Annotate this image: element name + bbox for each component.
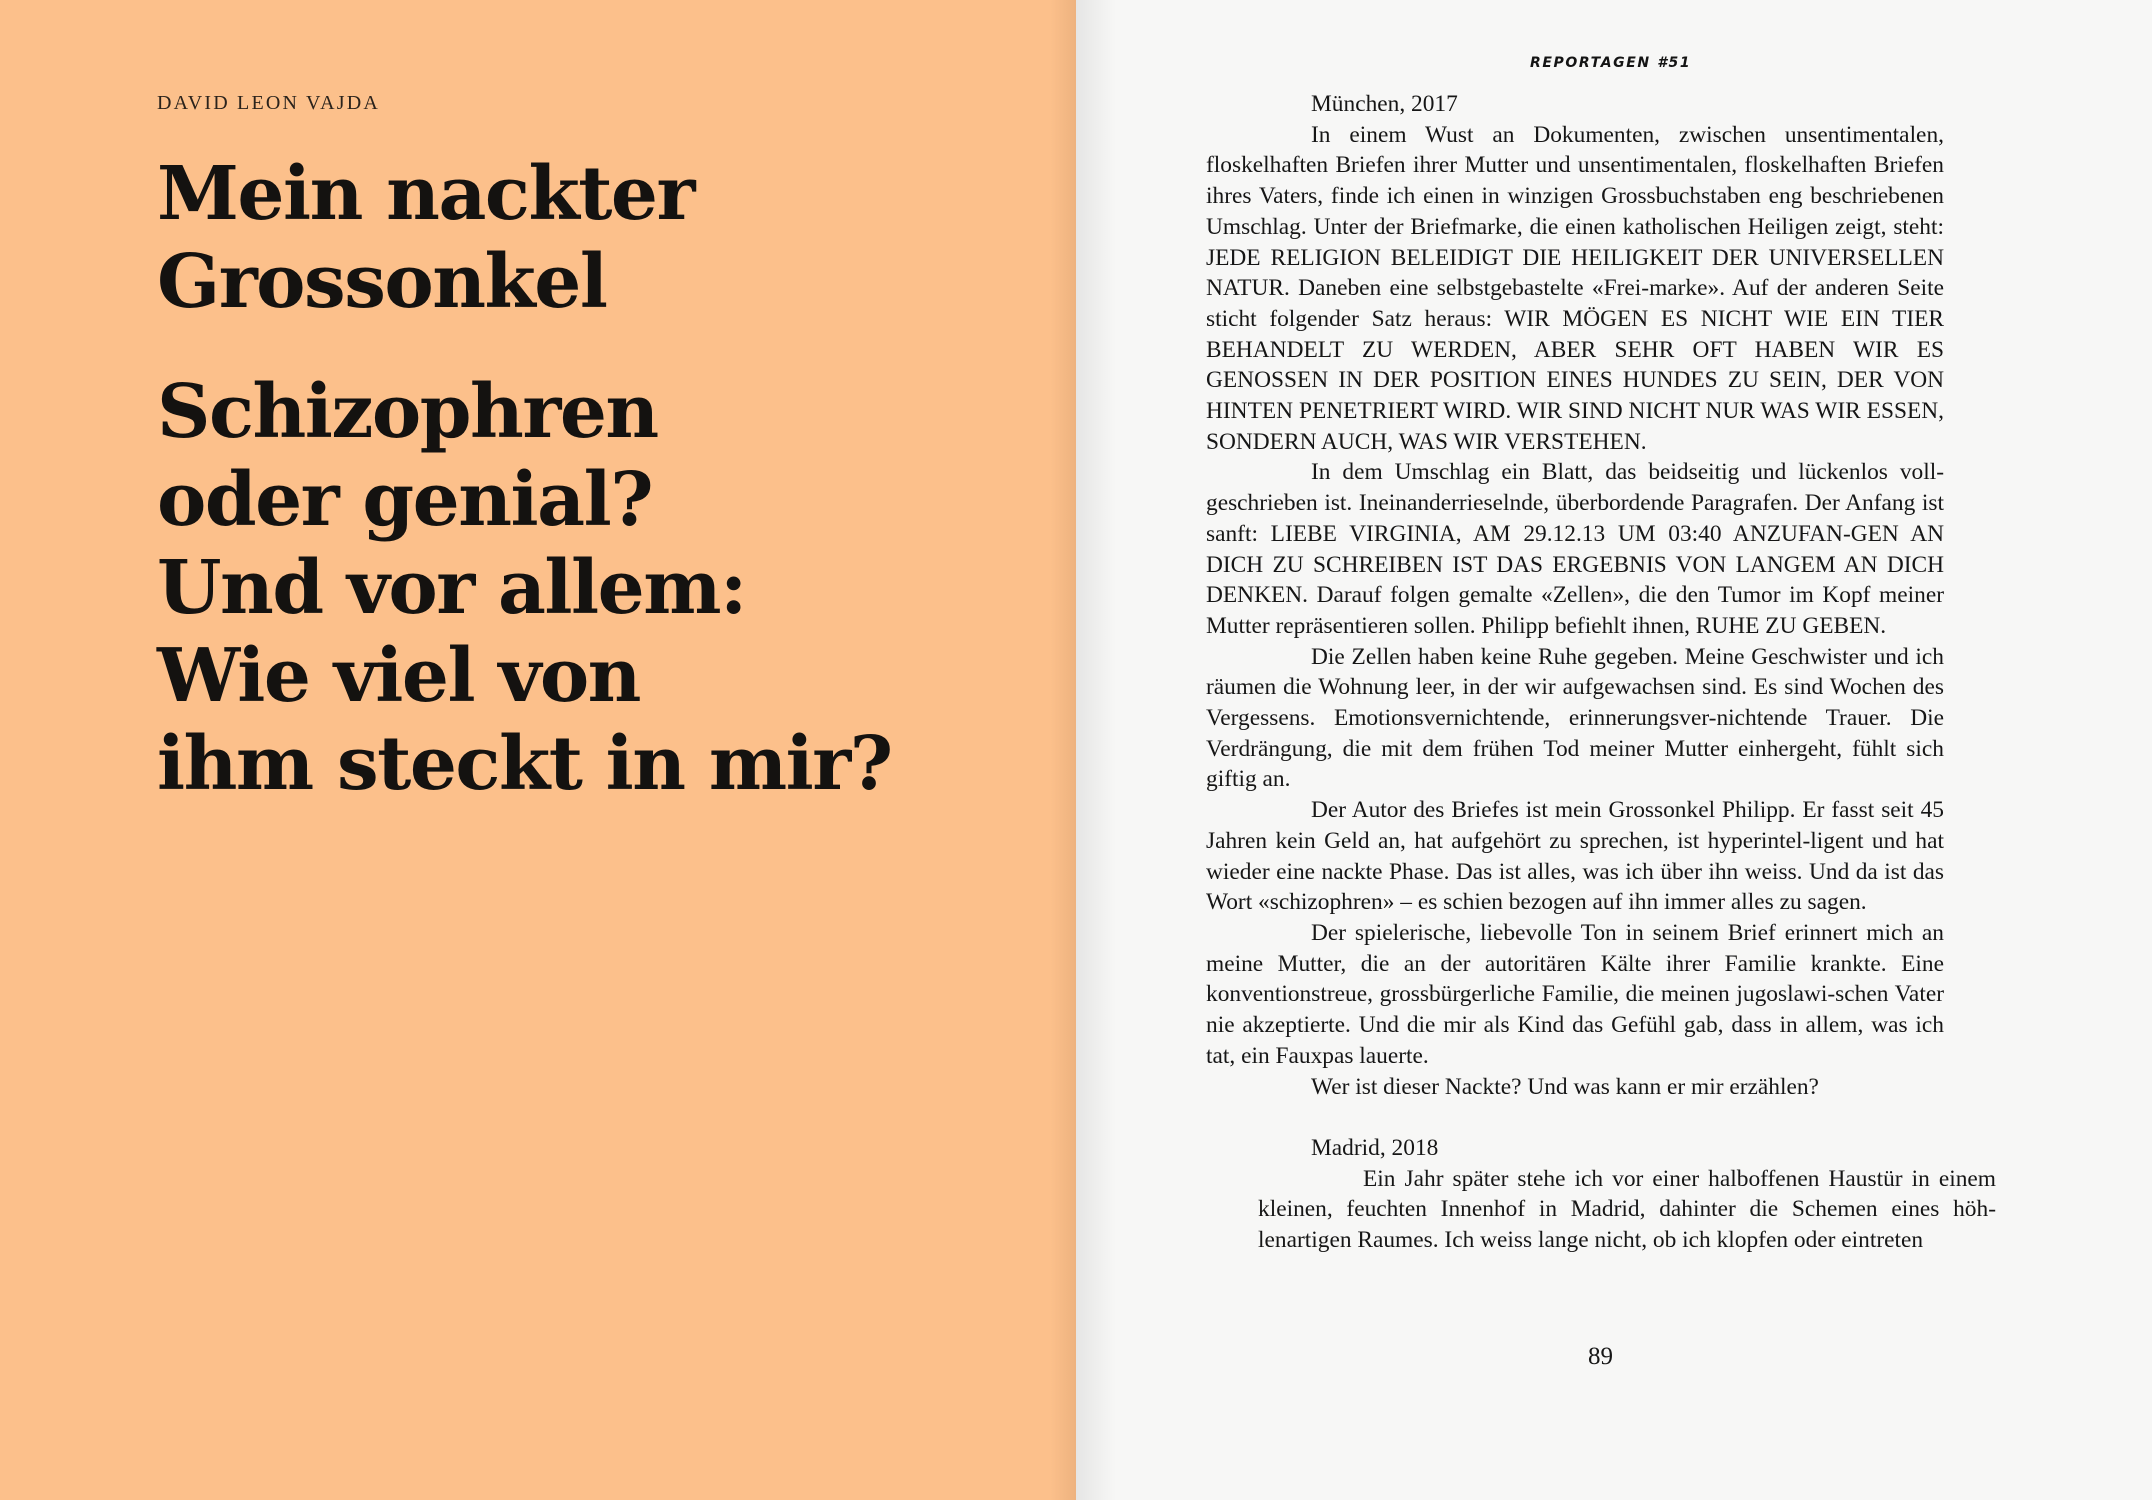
subtitle-line: Und vor allem: — [157, 545, 746, 631]
subtitle-line: Schizophren — [157, 369, 658, 455]
subtitle-line: oder genial? — [157, 457, 653, 543]
author-name: DAVID LEON VAJDA — [157, 92, 380, 114]
body-paragraph: Der spielerische, liebevolle Ton in seinem Brief erinnert mich an meine Mutter, die an der autoritären Kälte ihrer Familie krankte. Eine konventionstreue, grossbürgerliche Familie, die meinen jugoslawi-schen Vater nie akzeptierte. Und die mir als Kind das Gefühl gab, dass in allem, was ich tat, ein Fauxpas lauerte. — [1206, 919, 1944, 1069]
body-paragraph: Wer ist dieser Nackte? Und was kann er mir erzählen? — [1311, 1073, 1819, 1100]
series-header: REPORTAGEN #51 — [1530, 55, 1692, 71]
article-body — [1206, 89, 1996, 1256]
dateline-munich: München, 2017 — [1311, 91, 1458, 117]
subtitle-line: Wie viel von — [157, 633, 640, 719]
title-line: Grossonkel — [157, 239, 607, 325]
subtitle-line: ihm steckt in mir? — [157, 721, 892, 807]
article-title — [157, 150, 1057, 326]
page-number: 89 — [1588, 1343, 1613, 1370]
body-paragraph: Die Zellen haben keine Ruhe gegeben. Meine Geschwister und ich räumen die Wohnung leer, in der wir aufgewachsen sind. Es sind Wochen des Vergessens. Emotionsvernichtende, erinnerungsver-nichtende Trauer. Die Verdrängung, die mit dem frühen Tod meiner Mutter einhergeht, fühlt sich giftig an. — [1206, 643, 1944, 793]
body-paragraph: In dem Umschlag ein Blatt, das beidseitig und lückenlos voll-geschrieben ist. Ineinanderrieselnde, überbordende Paragrafen. Der Anfang ist sanft: LIEBE VIRGINIA, AM 29.12.13 UM 03:40 ANZUFAN-GEN AN DICH ZU SCHREIBEN IST DAS ERGEBNIS VON LANGEM AN DICH DENKEN. Darauf folgen gemalte «Zellen», die den Tumor im Kopf meiner Mutter repräsentieren sollen. Philipp befiehlt ihnen, RUHE ZU GEBEN. — [1206, 459, 1944, 639]
article-subtitle — [157, 368, 1057, 808]
gutter-shadow — [1076, 0, 1116, 1500]
section-break — [1206, 1102, 1944, 1133]
body-paragraph: Ein Jahr später stehe ich vor einer halboffenen Haustür in einem kleinen, feuchten Innenhof in Madrid, dahinter die Schemen eines höh-lenartigen Raumes. Ich weiss lange nicht, ob ich klopfen oder eintreten — [1258, 1165, 1996, 1253]
title-line: Mein nackter — [157, 151, 694, 237]
dateline-madrid: Madrid, 2018 — [1311, 1134, 1439, 1161]
body-paragraph: Der Autor des Briefes ist mein Grossonkel Philipp. Er fasst seit 45 Jahren kein Geld an, hat aufgehört zu sprechen, ist hyperintel-ligent und hat wieder eine nackte Phase. Das ist alles, was ich über ihn weiss. Und da ist das Wort «schizophren» – es schien bezogen auf ihn immer alles zu sagen. — [1206, 797, 1944, 916]
continued-column — [1258, 1164, 1996, 1256]
body-paragraph: In einem Wust an Dokumenten, zwischen unsentimentalen, floskelhaften Briefen ihrer Mutter und unsentimentalen, floskelhaften Briefen ihres Vaters, finde ich einen in winzigen Grossbuchstaben eng beschriebenen Umschlag. Unter der Briefmarke, die einen katholischen Heiligen zeigt, steht: JEDE RELIGION BELEIDIGT DIE HEILIGKEIT DER UNIVERSELLEN NATUR. Daneben eine selbstgebastelte «Frei-marke». Auf der anderen Seite sticht folgender Satz heraus: WIR MÖGEN ES NICHT WIE EIN TIER BEHANDELT ZU WERDEN, ABER SEHR OFT HABEN WIR ES GENOSSEN IN DER POSITION EINES HUNDES ZU SEIN, DER VON HINTEN PENETRIERT WIRD. WIR SIND NICHT NUR WAS WIR ESSEN, SONDERN AUCH, WAS WIR VERSTEHEN. — [1206, 121, 1944, 455]
